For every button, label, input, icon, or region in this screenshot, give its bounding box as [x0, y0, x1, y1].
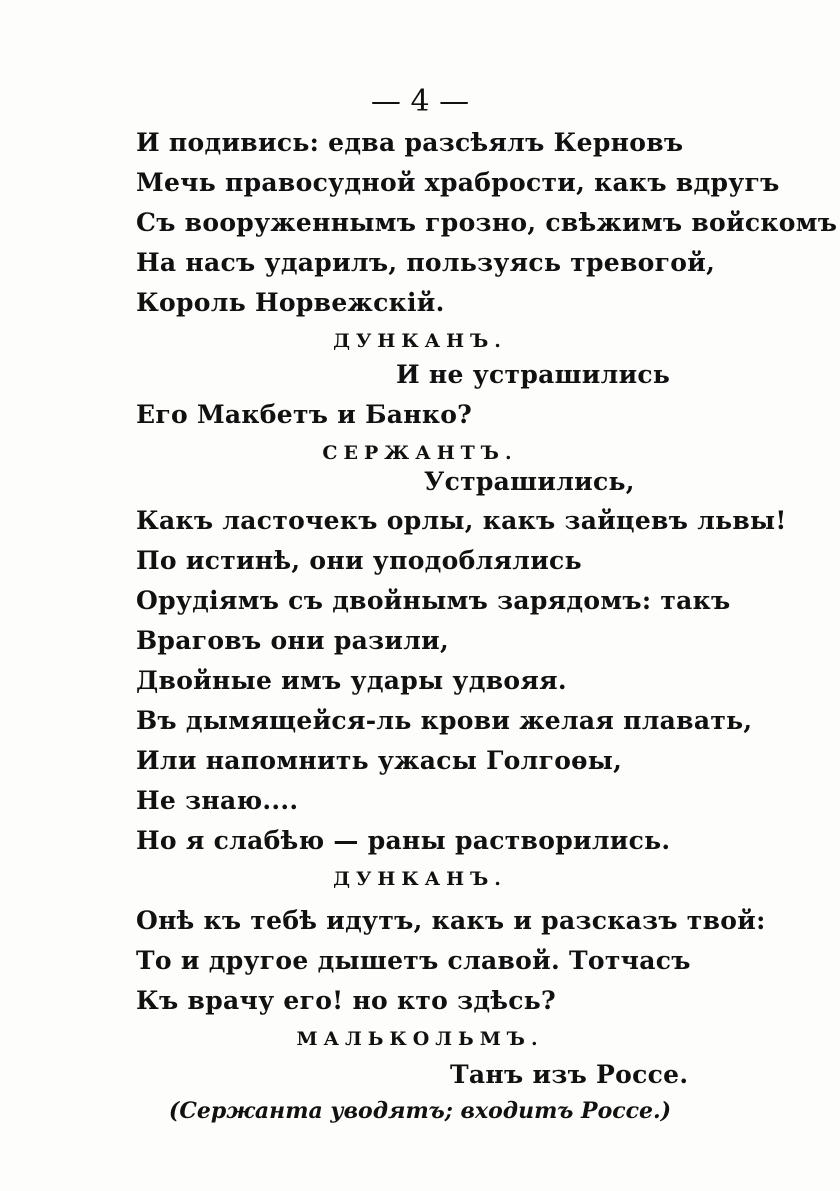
verse-line: Съ вооруженнымъ грозно, свѣжимъ войскомъ — [136, 208, 838, 237]
verse-line: Онѣ къ тебѣ идутъ, какъ и разсказъ твой: — [136, 906, 766, 935]
verse-line: Король Норвежскій. — [136, 288, 445, 317]
verse-line: Не знаю.... — [136, 786, 299, 815]
verse-line: Къ врачу его! но кто здѣсь? — [136, 986, 556, 1015]
speaker-name: МАЛЬКОЛЬМЪ. — [296, 1028, 544, 1050]
page-number: — 4 — — [370, 84, 470, 119]
verse-line: Двойные имъ удары удвояя. — [136, 666, 567, 695]
stage-direction: (Сержанта уводятъ; входитъ Россе.) — [168, 1098, 672, 1124]
verse-line: По истинѣ, они уподоблялись — [136, 546, 582, 575]
verse-line: Орудіямъ съ двойнымъ зарядомъ: такъ — [136, 586, 731, 615]
verse-line: Мечь правосудной храбрости, какъ вдругъ — [136, 168, 780, 197]
verse-line: Въ дымящейся-ль крови желая плавать, — [136, 706, 753, 735]
verse-line: Его Макбетъ и Банко? — [136, 400, 473, 429]
verse-line-continuation: Устрашились, — [424, 467, 635, 496]
verse-line-continuation: Танъ изъ Россе. — [450, 1060, 689, 1089]
verse-line: Какъ ласточекъ орлы, какъ зайцевъ львы! — [136, 506, 787, 535]
verse-line: Враговъ они разили, — [136, 626, 450, 655]
verse-line: И подивись: едва разсѣялъ Керновъ — [136, 128, 684, 157]
verse-line: То и другое дышетъ славой. Тотчасъ — [136, 946, 691, 975]
speaker-name: СЕРЖАНТЪ. — [322, 442, 518, 464]
speaker-name: ДУНКАНЪ. — [333, 868, 507, 890]
verse-line: На насъ ударилъ, пользуясь тревогой, — [136, 248, 716, 277]
verse-line-continuation: И не устрашились — [396, 360, 671, 389]
verse-line: Или напомнить ужасы Голгоѳы, — [136, 746, 623, 775]
speaker-name: ДУНКАНЪ. — [333, 330, 507, 352]
verse-line: Но я слабѣю — раны растворились. — [136, 826, 671, 855]
